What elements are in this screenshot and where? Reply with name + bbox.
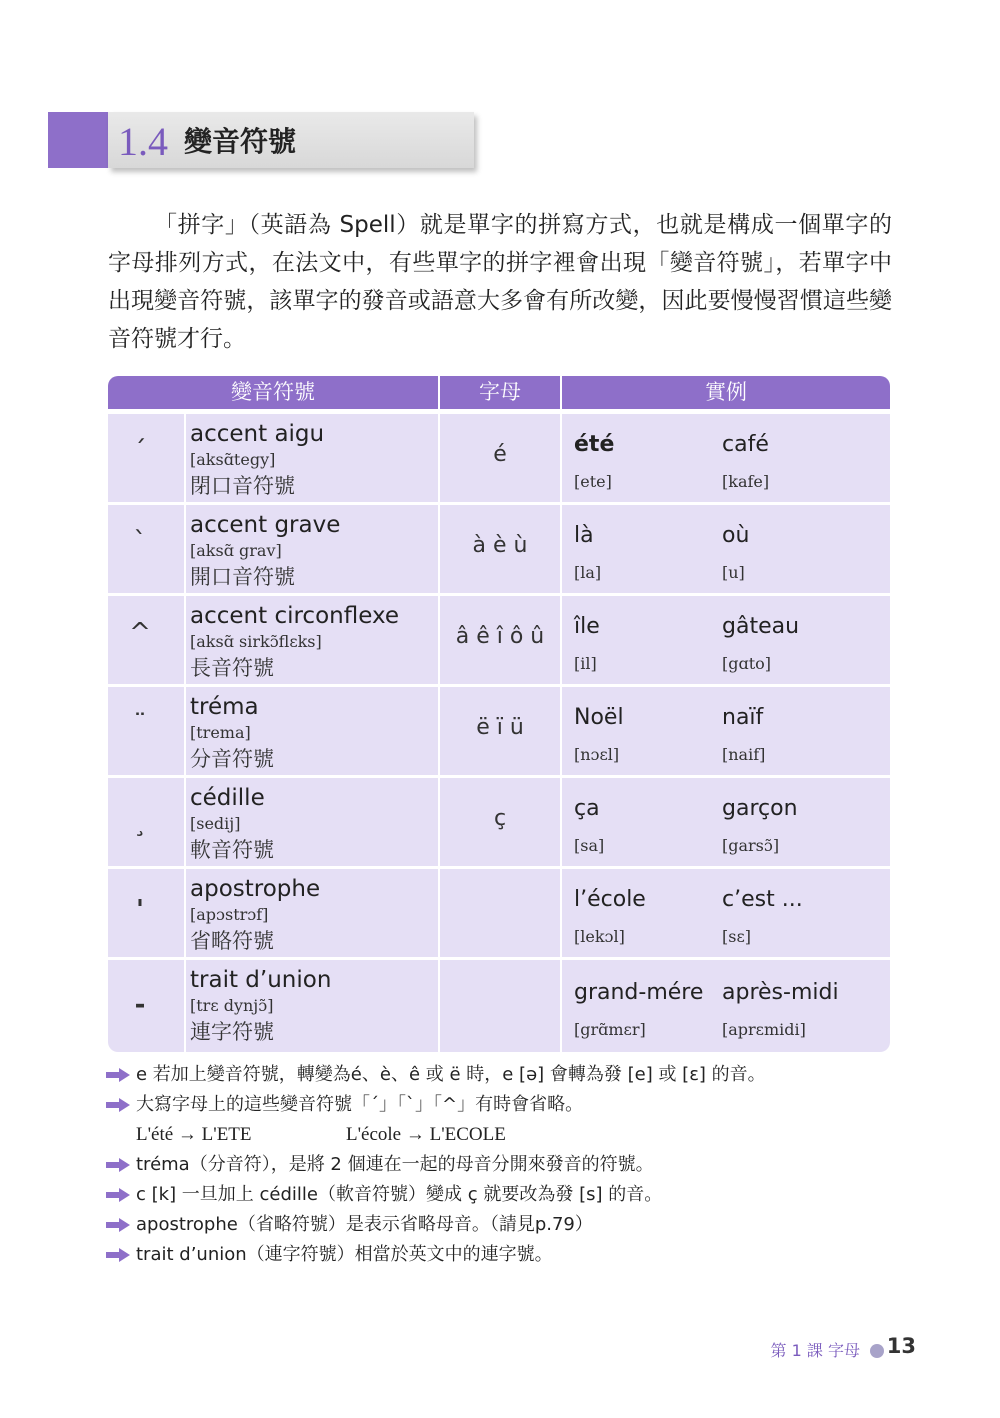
example-phonetic-1: [ete] [574,472,612,491]
intro-paragraph: 「拼字」（英語為 Spell）就是單字的拼寫方式，也就是構成一個單字的字母排列方式，在法文中，有些單字的拼字裡會出現「變音符號」，若單字中出現變音符號，該單字的發音或語意大多會有所改變，因此要慢慢習慣這些變音符號才行。 [108,212,892,352]
letters: ç [493,806,507,831]
examples-cell [562,505,890,593]
example-phonetic-1: [il] [574,654,597,673]
diacritic-symbol: ^ [129,618,151,648]
diacritic-phonetic: [trɛ dynjɔ̃] [190,996,274,1015]
symbol-cell [108,596,184,684]
example-word-1: ça [574,796,600,821]
note-text: c [k] 一旦加上 cédille（軟音符號）變成 ç 就要改為發 [s] 的音。 [136,1184,663,1205]
name-cell [186,414,438,502]
note-examples [106,1120,906,1150]
page-number: 13 [886,1334,916,1358]
symbol-cell [108,960,184,1052]
table-row [108,687,890,775]
examples-cell [562,960,890,1052]
bullet-dot-icon [870,1344,884,1358]
example-word-2: où [722,523,750,548]
note-text: apostrophe（省略符號）是表示省略母音。（請見p.79） [136,1214,593,1235]
diacritic-name: apostrophe [190,876,321,902]
example-word-1: là [574,523,594,548]
letters-cell [440,960,560,1052]
arrow-right-icon [106,1248,130,1262]
note-text: trait d’union（連字符號）相當於英文中的連字號。 [136,1244,553,1265]
example-phonetic-2: [sɛ] [722,927,751,946]
diacritic-symbol: ´ [133,436,147,466]
example-word-1: île [574,614,600,639]
symbol-cell [108,505,184,593]
table-row [108,778,890,866]
note-text: tréma（分音符），是將 2 個連在一起的母音分開來發音的符號。 [136,1154,654,1175]
example-word-1: Noël [574,705,624,730]
example-word-2: c’est ... [722,887,803,912]
diacritic-symbol: ` [133,527,147,557]
header-examples: 實例 [705,380,747,404]
note-item [106,1210,906,1240]
example-phonetic-2: [u] [722,563,745,582]
table-row [108,869,890,957]
name-cell [186,687,438,775]
letters-cell [440,414,560,502]
note-text: e 若加上變音符號，轉變為é、è、ê 或 ë 時，e [ə] 會轉為發 [e] 或 [ɛ] 的音。 [136,1064,766,1085]
table-header [108,376,890,409]
diacritics-table [108,376,890,1052]
diacritic-name: cédille [190,785,265,811]
diacritic-symbol: ' [136,895,144,925]
examples-cell [562,414,890,502]
diacritic-symbol: - [134,990,146,1020]
diacritic-chinese: 分音符號 [190,747,274,771]
note-item [106,1090,906,1120]
letters-cell [440,687,560,775]
letters-cell [440,505,560,593]
arrow-right-icon [106,1158,130,1172]
diacritic-chinese: 長音符號 [190,656,274,680]
example-word-2: garçon [722,796,798,821]
section-number: 1.4 [118,119,168,164]
diacritic-symbol: ¸ [133,808,147,838]
example-phonetic-1: [lekɔl] [574,927,625,946]
note-item [106,1150,906,1180]
letters-cell [440,869,560,957]
letters: â ê î ô û [455,624,545,649]
example-word-2: après-midi [722,980,839,1005]
diacritic-phonetic: [aksɑ̃tegy] [190,450,276,469]
diacritic-name: accent grave [190,512,341,538]
letters: é [493,442,507,467]
example-word-1: grand-mére [574,980,704,1005]
diacritic-name: accent circonflexe [190,603,400,629]
table-row [108,596,890,684]
section-title: 變音符號 [184,125,297,158]
example-word-2: naïf [722,705,764,730]
diacritic-chinese: 連字符號 [190,1020,274,1044]
note-item [106,1180,906,1210]
diacritic-phonetic: [sedij] [190,814,241,833]
lesson-label: 第 1 課 字母 [770,1341,860,1360]
example-phonetic-2: [kafe] [722,472,770,491]
diacritic-chinese: 軟音符號 [190,838,274,862]
examples-cell [562,869,890,957]
header-diacritic: 變音符號 [231,380,315,404]
note-example-1: L'été → L'ETE [136,1124,252,1145]
table-row [108,960,890,1052]
example-phonetic-2: [gɑto] [722,654,772,673]
name-cell [186,596,438,684]
header-letters: 字母 [479,380,521,404]
letters-cell [440,778,560,866]
letters: à è ù [472,533,528,558]
symbol-cell [108,778,184,866]
example-phonetic-2: [aprɛmidi] [722,1020,806,1039]
note-example-2: L'école → L'ECOLE [346,1124,506,1145]
example-word-2: café [722,432,769,457]
diacritic-name: accent aigu [190,421,325,447]
diacritic-chinese: 開口音符號 [190,565,295,589]
example-phonetic-2: [naif] [722,745,766,764]
letters: ë ï ü [476,715,524,740]
arrow-right-icon [106,1098,130,1112]
example-phonetic-1: [grɑ̃mɛr] [574,1020,646,1039]
diacritic-name: trait d’union [190,967,332,993]
note-text: 大寫字母上的這些變音符號「´」「`」「^」有時會省略。 [136,1094,584,1115]
example-phonetic-2: [garsɔ̃] [722,836,780,855]
table-row [108,414,890,502]
example-phonetic-1: [sa] [574,836,605,855]
arrow-right-icon [106,1068,130,1082]
example-phonetic-1: [la] [574,563,602,582]
examples-cell [562,778,890,866]
name-cell [186,960,438,1052]
examples-cell [562,596,890,684]
diacritic-phonetic: [aksɑ̃ grav] [190,541,282,560]
diacritic-symbol: ¨ [133,709,147,739]
symbol-cell [108,869,184,957]
example-word-1: l’école [574,887,646,912]
symbol-cell [108,687,184,775]
note-item [106,1060,906,1090]
table-row [108,505,890,593]
name-cell [186,778,438,866]
example-word-1: été [574,432,615,457]
name-cell [186,869,438,957]
arrow-right-icon [106,1218,130,1232]
diacritic-chinese: 閉口音符號 [190,474,295,498]
diacritic-phonetic: [aksɑ̃ sirkɔ̃flɛks] [190,632,322,651]
examples-cell [562,687,890,775]
note-item [106,1240,906,1270]
diacritic-name: tréma [190,694,259,720]
arrow-right-icon [106,1188,130,1202]
letters-cell [440,596,560,684]
notes-list [106,1060,906,1270]
diacritic-chinese: 省略符號 [190,929,274,953]
example-word-2: gâteau [722,614,800,639]
example-phonetic-1: [nɔɛl] [574,745,620,764]
diacritic-phonetic: [apɔstrɔf] [190,905,269,924]
symbol-cell [108,414,184,502]
name-cell [186,505,438,593]
section-tab [48,112,108,168]
diacritic-phonetic: [trema] [190,723,251,742]
